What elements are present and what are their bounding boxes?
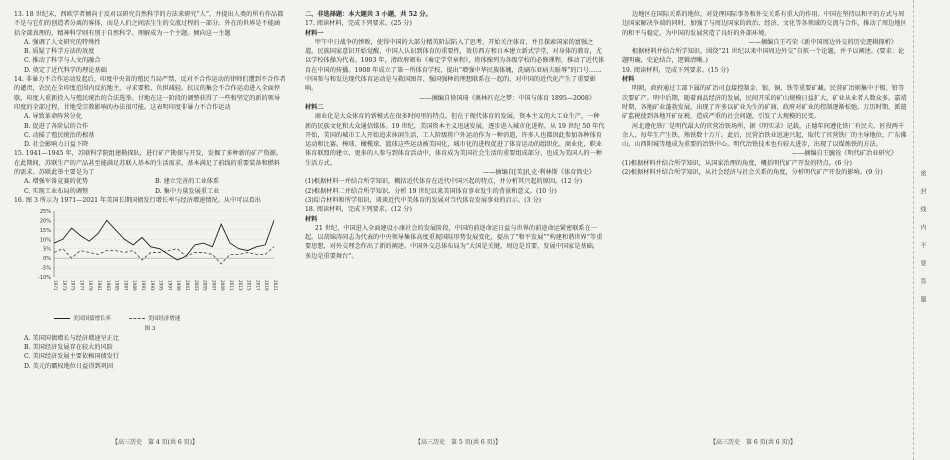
material-3-text: 21 世纪，中国进入全面建设小康社会的发展阶段，中国的前途命运日益与世界的前途命运紧密联系在一起。以胡锦涛同志为代表的中央领导集体高度重视国际形势发展变化，提出了“和平发展”“构建和谐世界”等重要思想，对外交理念作出了新的阐述。中国外交总体布局为“大国是关键，周边是首要，发展中国家是基础，多边是重要舞台”。	[305, 224, 603, 260]
option-c: C. 实现工业布局的调整	[24, 187, 89, 195]
question-13-options	[14, 38, 286, 75]
section-title: 二、非选择题：本大题共 3 小题，共 52 分。	[305, 11, 432, 18]
option-c: C. 美国经济发展主要依赖国债发行	[24, 353, 120, 361]
x-tick-label: 2013	[237, 280, 243, 291]
line-chart	[30, 207, 280, 303]
x-tick-label: 2005	[202, 280, 208, 291]
x-tick-label: 1989	[132, 280, 138, 291]
question-19: 19. 阅读材料，完成下列要求。(15 分)	[622, 66, 729, 74]
option-d: D. 集中力量发展重工业	[155, 187, 220, 195]
question-18: 18. 阅读材料，完成下列要求。(12 分)	[305, 206, 412, 214]
question-17-part-1: (1)根据材料一并结合所学知识，概括近代体育在近代中国兴起的特点，并分析其兴起的原因。(12 分)	[305, 178, 583, 186]
x-tick-label: 1999	[176, 280, 182, 291]
legend-label-2: 美国经济增速	[147, 316, 181, 323]
x-tick-label: 1975	[70, 280, 76, 291]
x-tick-label: 1987	[123, 280, 129, 291]
question-18-task: 根据材料并结合所学知识，围绕“21 世纪以来中国周边外交”自拟一个论题，并予以阐述。(要求：论题明确，史论结合，逻辑清晰。)	[622, 48, 905, 65]
question-16-options	[14, 334, 286, 371]
material-4-text-2: 河北遵化铁厂是明代最大的官营冶铁场所，据《明实录》记载，正德年间遵化铁厂有民夫、匠役两千余人，每年生产生铁、熟铁数十万斤。此后，民营冶铁业迅速兴起，取代了官营铁厂的主导地位，广东佛山、山西阳城等地成为重要的冶铁中心。明代冶铁技术也有较大进步，出现了以煤炼铁的方法。	[622, 122, 907, 149]
x-tick-label: 2009	[220, 280, 226, 291]
material-4-text: 明朝，政府通过工部下属的矿冶司直接控制金、银、铜、铁等重要矿藏。民营矿冶则集中于锡、铅等次要矿产。明中后期，随着商品经济的发展，民间开采的矿山规模日益扩大，矿业从业者人数众多。嘉靖时期，各地矿业蓬勃发展，出现了许多以矿业为生的矿商，政府对矿业的控制逐渐松弛。万历时期，派遣矿监税使到各地开矿征税，造成严重的社会问题，引发了大规模的民变。	[622, 85, 907, 121]
option-a: A. 增强军备竞赛的优势	[24, 178, 89, 186]
option-b: B. 建立完善的工业体系	[155, 178, 220, 186]
option-d: D. 美元的霸权地位日益得到巩固	[24, 362, 114, 370]
x-tick-label: 2001	[185, 280, 190, 291]
material-3-label: 材料	[305, 215, 318, 223]
question-14: 14. 非暴力不合作运动发起后，印度中央省的殖民当局严禁，反对不合作运动的律师们遭到不合作者的谴责，农民在全印度范围内反抗地主，寻求要租、负担减轻。抗议的集会不合作运动进入全面停歇，印度人重新投入与殖民统治的合法选举。甘地在这一阶段的调整获得了一些和坚定的新的领导印度的全部过程，甘地受宗教影响的办法很可能。这表明印度非暴力不合作运动	[14, 76, 286, 111]
option-b: B. 质疑了科学方法的效度	[24, 48, 95, 56]
legend-series-2	[129, 315, 180, 324]
x-tick-label: 1995	[158, 280, 164, 291]
y-tick-label: 25%	[39, 209, 51, 216]
question-15: 15. 1941—1945 年，苏联科学院组建勘探队，进行矿产勘探与开发，发掘了多种新的矿产资源。在此期间，苏联生产的产品甚至能满足苏联人基本的生活需求，基本满足了前线的重要装备和燃料的需求。苏联此举主要是为了	[14, 150, 283, 177]
question-19-part-1: (1)根据材料并结合所学知识，从国家治理的角度，概括明代矿产开发的特点。(6 分)	[622, 159, 852, 167]
y-tick-label: 5%	[43, 246, 51, 253]
material-1-source: ——摘编自徐国琦《奥林匹克之梦：中国与体育 1895—2008》	[419, 94, 595, 102]
x-tick-label: 1977	[79, 280, 85, 291]
x-tick-label: 1993	[149, 280, 155, 291]
x-tick-label: 1983	[105, 280, 111, 291]
material-1-text: 甲午中日战争的惨败，使得中国的大部分精英阶层陷入了思考，开始关注体育，并且探索国家的富强之道。民族国家意识开始觉醒，中国人认识到体育的重要性，效仿西方和日本建立新式学堂，对身体的教育，尤以学校体操为代表。1903 年，清政府颁布《奏定学堂章程》，将体操列为各级学校的必修课程，推动了近代体育在中国的传播。1908 年成立了第一所体育学校，提出“增强中华民族体魄，洗刷东亚病夫耻辱”的口号……中国参与和发达现代体育运动是与救国图存、强国强种的理想联系在一起的，对中国的近代化产生了重要影响。	[305, 38, 605, 93]
page-4-column	[14, 10, 286, 432]
page-6-column	[622, 10, 907, 432]
question-17-part-2: (2)根据材料二并结合所学知识，分析 19 世纪以来美国体育事业发生的背景和意义。(10 分)	[305, 187, 557, 195]
page-6-footer: 【高三历史 第 6 页(共 6 页)】	[710, 439, 796, 446]
x-tick-label: 2007	[211, 280, 217, 291]
x-tick-label: 1985	[114, 280, 120, 291]
option-b: B. 促进了各阶层的合作	[24, 122, 89, 130]
x-tick-label: 1981	[97, 280, 102, 291]
y-tick-label: 20%	[39, 218, 51, 225]
material-1-label: 材料一	[305, 29, 324, 37]
question-13: 13. 18 世纪末，西欧学者倾向于反对以研究自然科学的方法来研究“人”，并提出人类的所有作品都不是与它们的创造者分离的客体，而是人们之间活生生的交流过程的一部分。外在的世界是不能涵括全部真理的，精神科学则有别于自然科学。理解成为一个主题。倾向这一主题	[14, 11, 284, 37]
option-a: A. 强调了人文研究的特殊性	[24, 38, 101, 46]
question-15-options	[14, 177, 286, 196]
chart-legend	[14, 315, 286, 324]
x-tick-label: 2011	[229, 280, 234, 291]
figure-caption: 图 3	[144, 325, 156, 332]
option-d: D. 奠定了近代科学的理论基础	[24, 66, 107, 74]
x-tick-label: 1991	[141, 280, 146, 291]
seal-line	[913, 0, 914, 460]
option-d: D. 社会影响力日益下降	[24, 141, 89, 149]
x-tick-label: 2017	[255, 280, 261, 291]
material-2-source: ——摘编自[美]扎克·利林斯《体育简史》	[483, 169, 595, 177]
y-tick-label: -10%	[38, 275, 51, 282]
material-2-label: 材料二	[305, 103, 324, 111]
x-tick-label: 1973	[61, 280, 67, 291]
legend-series-1	[54, 315, 111, 324]
option-a: A. 导致革命阵营分化	[24, 113, 82, 121]
question-19-part-2: (2)根据材料并结合所学知识，从社会经济与社会关系的角度，分析明代矿产开发的影响。(9 分)	[622, 169, 883, 177]
page-5-footer: 【高三历史 第 5 页(共 6 页)】	[415, 439, 501, 446]
option-b: B. 美国经济发展存在较大的风险	[24, 344, 113, 352]
y-tick-label: 10%	[39, 237, 51, 244]
figure-3-chart	[30, 207, 280, 315]
material-4-source: ——摘编自王毓铨《明代矿冶业研究》	[791, 150, 897, 158]
option-a: A. 美国国债增长与经济增速呈正比	[24, 334, 120, 342]
page-4-footer: 【高三历史 第 4 页(共 6 页)】	[112, 439, 198, 446]
question-17-part-3: (3)综合材料和所学知识，谈谈近代中美体育的发展对当代体育发展事业的启示。(3 分)	[305, 196, 542, 204]
x-tick-label: 2003	[193, 280, 199, 291]
y-tick-label: 15%	[39, 228, 51, 235]
material-2-text: 商业化是大众体育的新模式在很多时间里的特点。但在于现代体育的发展，资本主义的大工业生产，一种新的民族文化和大众通信媒体。19 世纪，美国资本主义迅速发展，逐步进入城市化进程。从 19 世纪 50 年代开始，美国的城市工人开始追求休闲生活，工人阶级将户外运动作为一种消遣，许多人也都因此参加各种体育运动和比赛。棒球、橄榄球、篮球这些运动被美国化，城市化的进程促进了体育运动的组织化、商业化，职业体育联盟的建立，更多的人参与到体育活动中，体育成为美国社会生活的重要组成部分，也成为美国人的一种生活方式。	[305, 113, 605, 167]
option-c: C. 动摇了殖民统治的根基	[24, 131, 95, 139]
question-14-options	[14, 112, 286, 149]
y-tick-label: -5%	[41, 265, 51, 272]
x-tick-label: 2019	[264, 280, 270, 291]
question-17: 17. 阅读材料，完成下列要求。(25 分)	[305, 20, 412, 28]
x-tick-label: 1971	[53, 280, 58, 291]
x-tick-label: 1979	[88, 280, 94, 291]
material-3-source: ——摘编自王巧荣《新中国周边外交的历史逻辑探析》	[748, 38, 897, 46]
page-5-column	[305, 10, 605, 432]
x-tick-label: 2015	[246, 280, 252, 291]
legend-label-1: 美国国债增长率	[73, 316, 111, 323]
option-c: C. 推动了科学与人文的融合	[24, 57, 101, 65]
seal-line-label: 密 封 线 内 不 要 答 题	[919, 170, 926, 305]
question-16: 16. 图 3 所示为 1971—2021 年美国长期国债发行增长率与经济增速情况。从中可以看出	[14, 196, 261, 204]
material-4-label: 材料	[622, 76, 635, 84]
y-tick-label: 0%	[43, 256, 51, 263]
x-tick-label: 2021	[273, 280, 278, 291]
material-3-continued: 边地区在国际关系的地位，对处理国际事务和外交关系有重大的作用。中国在坚持以和平的方式与周边国家解决争端的同时，加强了与周边国家的政治、经济、文化等各领域的交流与合作，推动了周边地区的和平与稳定，为中国的发展营造了良好的外部环境。	[622, 11, 907, 37]
x-tick-label: 1997	[167, 280, 173, 291]
